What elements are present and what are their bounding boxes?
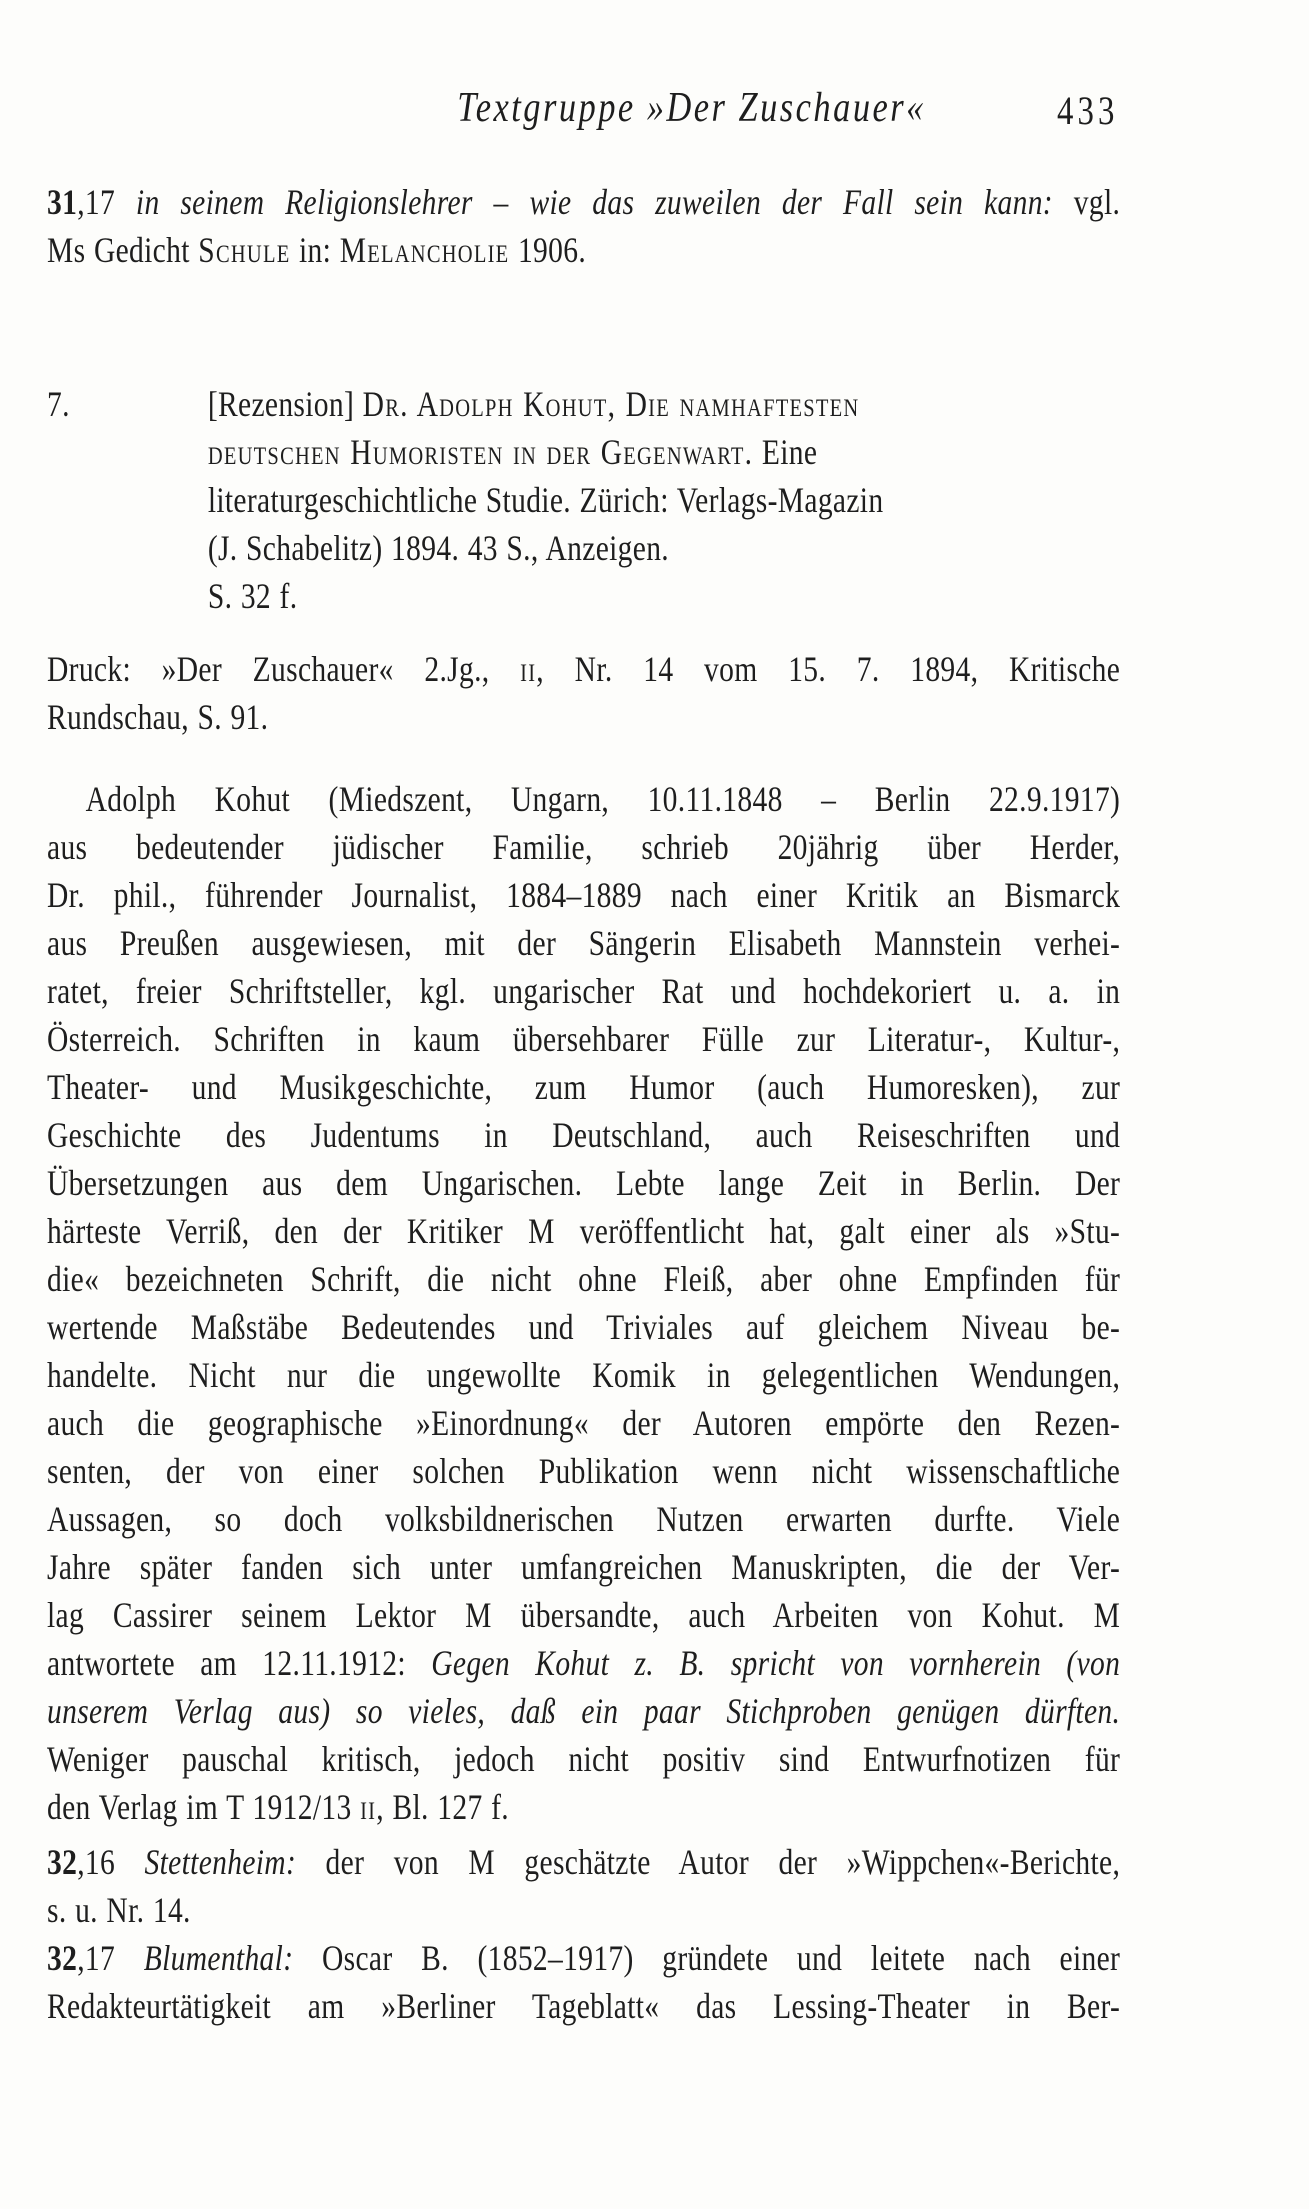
- text-segment: literaturgeschichtliche Studie. Zürich: Verlags-Magazin: [207, 480, 884, 520]
- text-segment: ii: [360, 1787, 377, 1827]
- text-segment: Adolph Kohut (Miedszent, Ungarn, 10.11.1848 – Berlin 22.9.1917): [85, 779, 1121, 819]
- text-line: [47, 823, 1120, 871]
- text-segment: Aussagen, so doch volksbildnerischen Nutzen erwarten durfte. Viele: [47, 1499, 1121, 1539]
- text-segment: deutschen Humoristen in der Gegenwart.: [207, 432, 754, 472]
- text-segment: S. 32 f.: [207, 576, 298, 616]
- text-line: [47, 1886, 1120, 1934]
- text-line: [47, 1447, 1120, 1495]
- text-segment: Übersetzungen aus dem Ungarischen. Lebte lange Zeit in Berlin. Der: [47, 1163, 1121, 1203]
- text-segment: Eine: [753, 432, 818, 472]
- text-line: [47, 775, 1120, 823]
- text-line: [47, 1111, 1120, 1159]
- note-32-16: [47, 1838, 1120, 1934]
- text-segment: 32: [47, 1842, 78, 1882]
- text-segment: aus bedeutender jüdischer Familie, schrieb 20jährig über Herder,: [47, 827, 1121, 867]
- text-line: [47, 1255, 1120, 1303]
- text-line: [47, 1838, 1120, 1886]
- text-segment: , Bl. 127 f.: [376, 1787, 509, 1827]
- text-segment: ratet, freier Schriftsteller, kgl. ungarischer Rat und hochdekoriert u. a. in: [47, 971, 1121, 1011]
- druck-note: [47, 645, 1120, 741]
- text-segment: senten, der von einer solchen Publikation wenn nicht wissenschaftliche: [47, 1451, 1121, 1491]
- text-segment: Weniger pauschal kritisch, jedoch nicht positiv sind Entwurfnotizen für: [47, 1739, 1121, 1779]
- text-line: [47, 1735, 1120, 1783]
- text-segment: ii: [520, 649, 537, 689]
- text-segment: [Rezension]: [207, 384, 363, 424]
- text-segment: Dr. phil., führender Journalist, 1884–1889 nach einer Kritik an Bismarck: [47, 875, 1121, 915]
- text-segment: ,17: [77, 1938, 144, 1978]
- page-number: 433: [1057, 88, 1119, 133]
- text-segment: in seinem Religionslehrer – wie das zuweilen der Fall sein kann:: [135, 182, 1074, 222]
- text-line: [47, 1982, 1120, 2030]
- text-segment: Melancholie: [339, 230, 510, 270]
- text-line: [47, 871, 1120, 919]
- note-31-17: [47, 178, 1120, 274]
- text-line: [208, 380, 1120, 428]
- text-segment: ,17: [77, 182, 136, 222]
- text-line: [47, 1399, 1120, 1447]
- text-line: [47, 178, 1120, 226]
- text-line: [47, 919, 1120, 967]
- text-segment: Rundschau, S. 91.: [47, 697, 269, 737]
- text-segment: härteste Verriß, den der Kritiker M veröffentlicht hat, galt einer als »Stu-: [47, 1211, 1121, 1251]
- text-line: [47, 1015, 1120, 1063]
- text-segment: wertende Maßstäbe Bedeutendes und Triviales auf gleichem Niveau be-: [47, 1307, 1121, 1347]
- text-segment: Schule: [198, 230, 291, 270]
- text-segment: 31: [47, 182, 78, 222]
- text-line: [47, 645, 1120, 693]
- text-segment: handelte. Nicht nur die ungewollte Komik in gelegentlichen Wendungen,: [47, 1355, 1121, 1395]
- text-segment: , Nr. 14 vom 15. 7. 1894, Kritische: [536, 649, 1121, 689]
- text-segment: Theater- und Musikgeschichte, zum Humor (auch Humoresken), zur: [47, 1067, 1121, 1107]
- text-segment: Österreich. Schriften in kaum übersehbarer Fülle zur Literatur-, Kultur-,: [47, 1019, 1121, 1059]
- text-segment: s. u. Nr. 14.: [47, 1890, 191, 1930]
- text-line: [208, 428, 1120, 476]
- text-segment: Stettenheim:: [144, 1842, 297, 1882]
- text-segment: Jahre später fanden sich unter umfangreichen Manuskripten, die der Ver-: [47, 1547, 1121, 1587]
- text-segment: 32: [47, 1938, 78, 1978]
- text-segment: Druck: »Der Zuschauer« 2.Jg.,: [47, 649, 521, 689]
- text-segment: den Verlag im T 1912/13: [47, 1787, 361, 1827]
- text-segment: in:: [290, 230, 340, 270]
- text-line: [47, 693, 1120, 741]
- entry-body: [208, 380, 1120, 620]
- text-segment: auch die geographische »Einordnung« der Autoren empörte den Rezen-: [47, 1403, 1121, 1443]
- text-line: [208, 524, 1120, 572]
- text-segment: der von M geschätzte Autor der »Wippchen«-Berichte,: [296, 1842, 1121, 1882]
- note-32-17: [47, 1934, 1120, 2030]
- text-segment: Oscar B. (1852–1917) gründete und leitete nach einer: [293, 1938, 1121, 1978]
- text-line: [47, 226, 1120, 274]
- text-line: [47, 1063, 1120, 1111]
- text-line: [47, 1934, 1120, 1982]
- text-line: [47, 967, 1120, 1015]
- text-line: [47, 1303, 1120, 1351]
- text-segment: (J. Schabelitz) 1894. 43 S., Anzeigen.: [207, 528, 670, 568]
- text-segment: Ms Gedicht: [47, 230, 199, 270]
- text-segment: Blumenthal:: [143, 1938, 294, 1978]
- text-segment: Gegen Kohut z. B. spricht von vornherein (von: [431, 1643, 1121, 1683]
- text-line: [47, 1159, 1120, 1207]
- text-segment: lag Cassirer seinem Lektor M übersandte, auch Arbeiten von Kohut. M: [47, 1595, 1121, 1635]
- text-line: [47, 1639, 1120, 1687]
- text-segment: Redakteurtätigkeit am »Berliner Tageblatt« das Lessing-Theater in Ber-: [47, 1986, 1121, 2026]
- text-segment: Dr. Adolph Kohut, Die namhaftesten: [362, 384, 860, 424]
- text-segment: unserem Verlag aus) so vieles, daß ein paar Stichproben genügen dürften.: [47, 1691, 1121, 1731]
- text-line: [47, 1207, 1120, 1255]
- text-segment: antwortete am 12.11.1912:: [47, 1643, 432, 1683]
- text-line: [47, 1783, 1120, 1831]
- text-line: [47, 1543, 1120, 1591]
- text-line: [47, 1351, 1120, 1399]
- text-line: [47, 1687, 1120, 1735]
- text-line: [47, 1495, 1120, 1543]
- text-segment: aus Preußen ausgewiesen, mit der Sängerin Elisabeth Mannstein verhei-: [47, 923, 1121, 963]
- text-column: [47, 178, 1120, 2030]
- entry-number: 7.: [47, 384, 70, 424]
- text-segment: 1906.: [509, 230, 587, 270]
- text-segment: vgl.: [1073, 182, 1121, 222]
- running-title: Textgruppe »Der Zuschauer«: [457, 85, 926, 131]
- page-header: [47, 84, 1120, 132]
- text-segment: die« bezeichneten Schrift, die nicht ohne Fleiß, aber ohne Empfinden für: [47, 1259, 1121, 1299]
- text-segment: Geschichte des Judentums in Deutschland, auch Reiseschriften und: [47, 1115, 1121, 1155]
- text-line: [208, 572, 1120, 620]
- text-line: [208, 476, 1120, 524]
- text-line: [47, 1591, 1120, 1639]
- text-area: [47, 84, 1120, 2030]
- text-segment: ,16: [77, 1842, 145, 1882]
- kohut-commentary: [47, 775, 1120, 1831]
- entry-7: [47, 380, 1120, 620]
